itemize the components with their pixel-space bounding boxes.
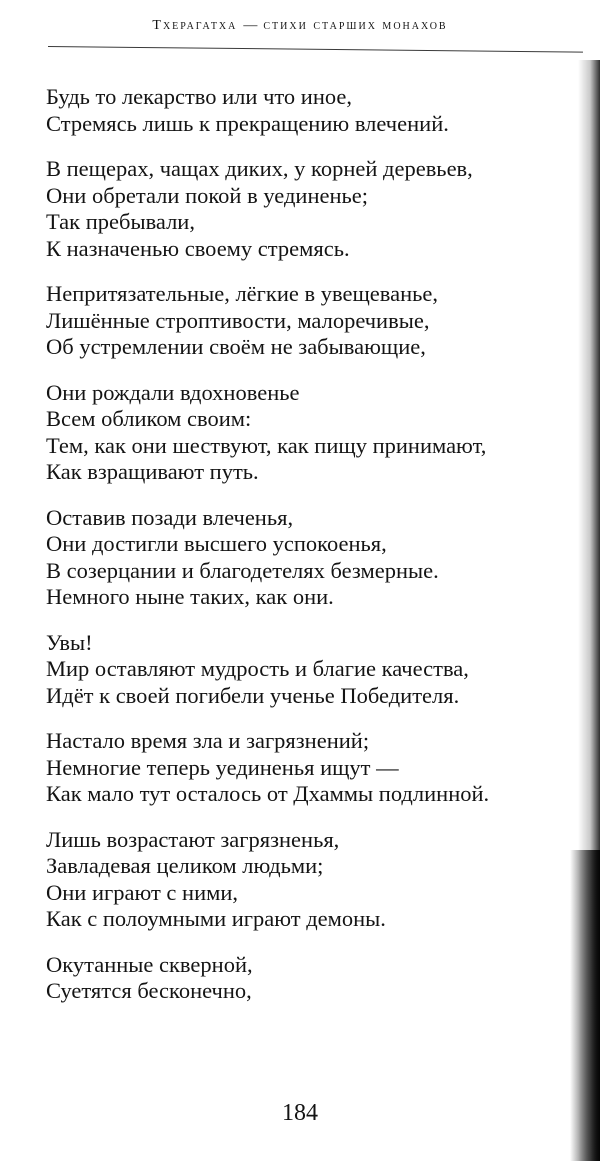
verse-line: Они играют с ними, bbox=[46, 879, 239, 905]
running-header bbox=[0, 18, 600, 34]
header-title-left: Тхерагатха bbox=[152, 18, 238, 33]
verse-line: Настало время зла и загрязнений; bbox=[46, 728, 370, 753]
stanza bbox=[46, 281, 566, 361]
verse-line: Как взращивают путь. bbox=[46, 459, 259, 484]
stanza bbox=[46, 728, 566, 808]
stanza bbox=[46, 505, 566, 611]
verse-line: Окутанные скверной, bbox=[46, 951, 253, 977]
verse-line: Как мало тут осталось от Дхаммы подлинной. bbox=[46, 781, 490, 806]
verse-line: Лишённые строптивости, малоречивые, bbox=[46, 307, 430, 333]
verse-line: Завладевая целиком людьми; bbox=[46, 853, 324, 878]
verse-line: Немногие теперь уединенья ищут — bbox=[46, 754, 399, 780]
verse-line: Они рождали вдохновенье bbox=[46, 379, 300, 405]
verse-line: Как с полоумными играют демоны. bbox=[46, 906, 386, 931]
verse-line: Лишь возрастают загрязненья, bbox=[46, 826, 340, 852]
poem-body bbox=[46, 84, 566, 1024]
verse-line: Мир оставляют мудрость и благие качества, bbox=[46, 656, 469, 681]
verse-line: Немного ныне таких, как они. bbox=[46, 584, 334, 609]
verse-line: Они достигли высшего успокоенья, bbox=[46, 531, 387, 556]
verse-line: Они обретали покой в уединенье; bbox=[46, 182, 369, 208]
stanza bbox=[46, 952, 566, 1005]
verse-line: Всем обликом своим: bbox=[46, 406, 252, 431]
verse-line: Тем, как они шествуют, как пищу принимают, bbox=[46, 432, 487, 458]
verse-line: В созерцании и благодетелях безмерные. bbox=[46, 557, 439, 583]
verse-line: Стремясь лишь к прекращению влечений. bbox=[46, 110, 449, 136]
page-number: 184 bbox=[282, 1100, 318, 1126]
header-title-right: стихи старших монахов bbox=[263, 18, 448, 33]
header-separator: — bbox=[243, 18, 258, 33]
stanza bbox=[46, 380, 566, 486]
verse-line: Непритязательные, лёгкие в увещеванье, bbox=[46, 281, 438, 306]
stanza bbox=[46, 630, 566, 710]
header-rule bbox=[48, 46, 583, 53]
stanza bbox=[46, 84, 566, 137]
verse-line: Будь то лекарство или что иное, bbox=[46, 84, 353, 109]
verse-line: К назначенью своему стремясь. bbox=[46, 235, 350, 261]
verse-line: Идёт к своей погибели ученье Победителя. bbox=[46, 682, 460, 708]
verse-line: Оставив позади влеченья, bbox=[46, 504, 294, 530]
page-edge-dark bbox=[570, 850, 600, 1161]
verse-line: Так пребывали, bbox=[46, 209, 195, 234]
verse-line: В пещерах, чащах диких, у корней деревьев, bbox=[46, 156, 473, 181]
stanza bbox=[46, 156, 566, 262]
verse-line: Об устремлении своём не забывающие, bbox=[46, 334, 426, 359]
verse-line: Суетятся бесконечно, bbox=[46, 978, 252, 1003]
stanza bbox=[46, 827, 566, 933]
verse-line: Увы! bbox=[46, 629, 93, 655]
